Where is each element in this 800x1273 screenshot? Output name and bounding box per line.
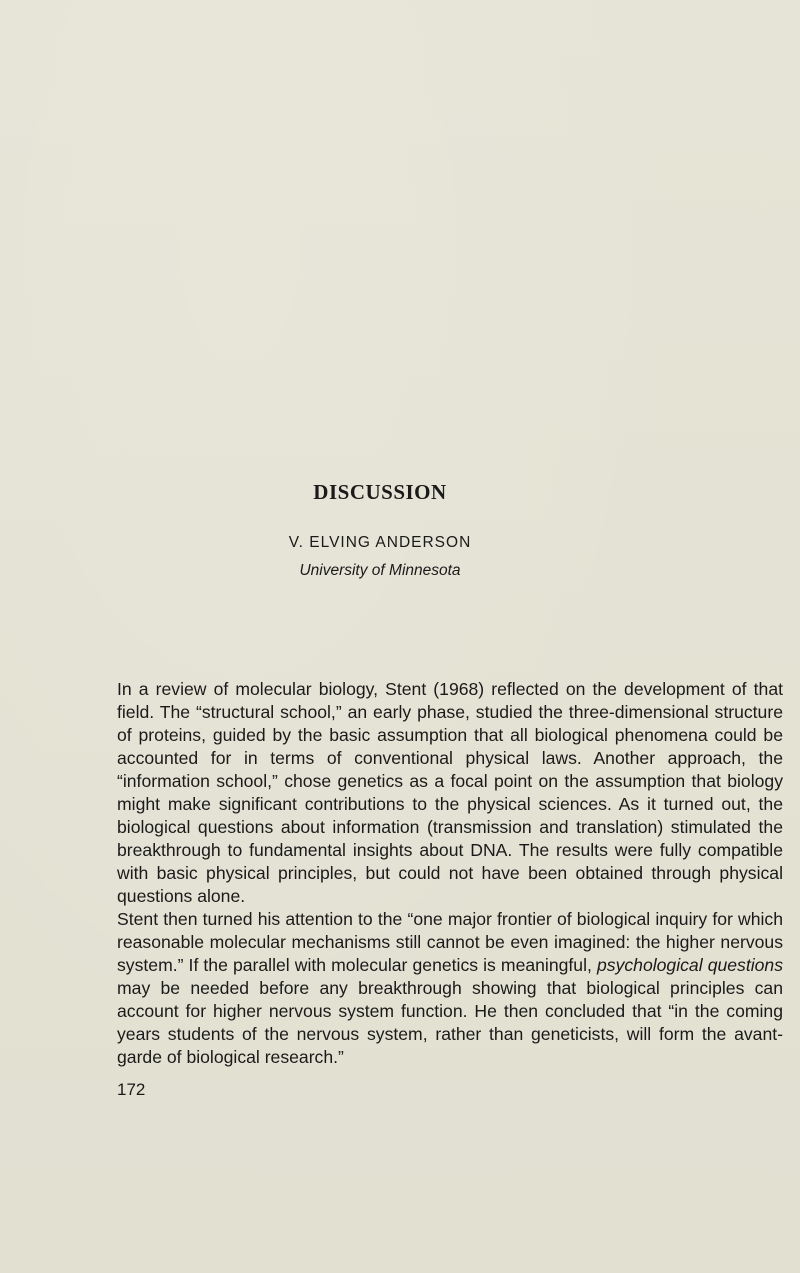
author-affiliation: University of Minnesota	[299, 562, 461, 579]
paragraph-text: Stent then turned his attention to the “one major frontier of biological inquiry for which reasonable molecular mechanisms still cannot be even imagined: the higher nervous system.” If the parallel with molecular genetics is meaningful,	[117, 909, 783, 975]
author-name: V. ELVING ANDERSON	[288, 534, 472, 551]
paragraph: In a review of molecular biology, Stent (1968) reflected on the development of that field. The “structural school,” an early phase, studied the three-dimensional structure of proteins, guided by the basic assumption that all biological phenomena could be accounted for in terms of conventional physical laws. Another approach, the “information school,” chose genetics as a focal point on the assumption that biology might make significant contributions to the physical sciences. As it turned out, the biological questions about information (transmission and translation) stimulated the breakthrough to fundamental insights about DNA. The results were fully compatible with basic physical principles, but could not have been obtained through physical questions alone.	[117, 679, 783, 906]
page-number: 172	[117, 1080, 146, 1099]
paragraph	[117, 908, 783, 1069]
paragraph-text: may be needed before any breakthrough showing that biological principles can account for higher nervous system function. He then concluded that “in the coming years students of the nervous system, rather than geneticists, will form the avant-garde of biological research.”	[117, 978, 783, 1067]
emphasized-text: psychological questions	[596, 955, 784, 975]
body-text	[117, 678, 783, 1069]
section-heading: DISCUSSION	[313, 480, 447, 504]
